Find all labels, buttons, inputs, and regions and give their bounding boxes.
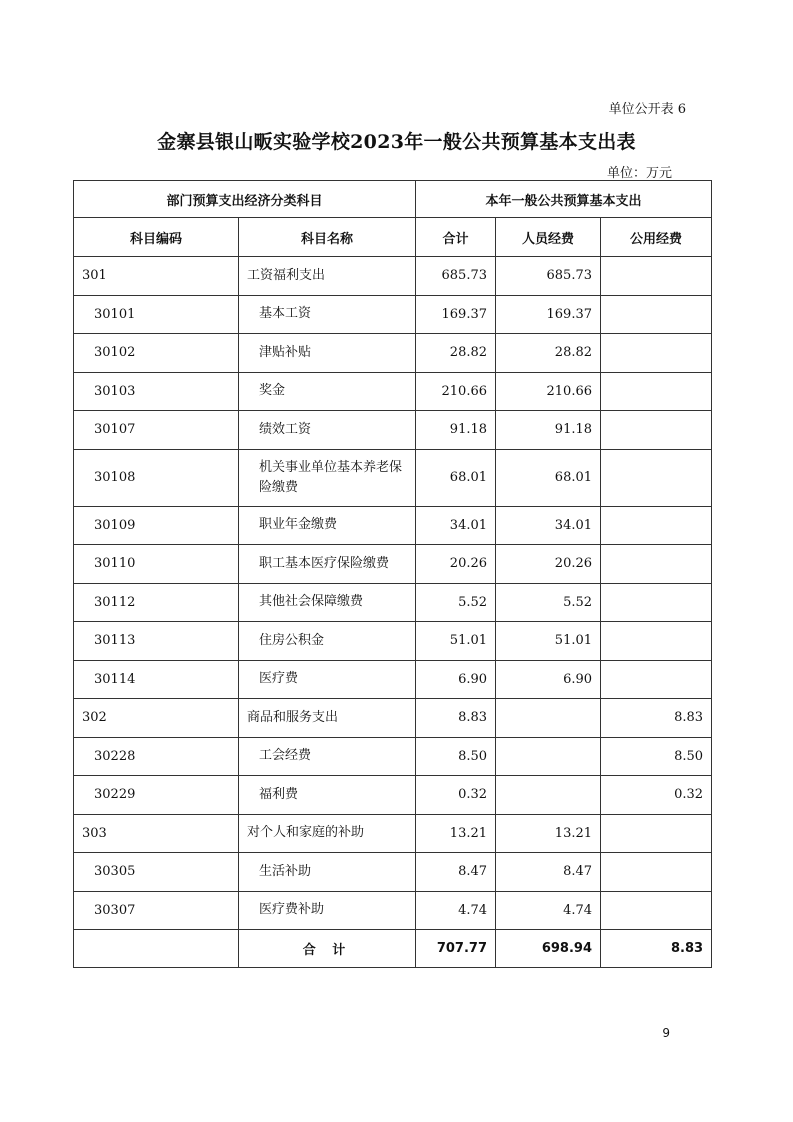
- col-header-total: 合计: [416, 218, 496, 257]
- row-total: 8.50: [416, 737, 496, 776]
- row-name: 基本工资: [239, 295, 416, 334]
- row-code: 301: [74, 257, 239, 296]
- row-name: 工会经费: [239, 737, 416, 776]
- table-row: [74, 891, 712, 930]
- row-public: 8.50: [601, 737, 712, 776]
- row-total: 13.21: [416, 814, 496, 853]
- row-total: 169.37: [416, 295, 496, 334]
- row-personnel: 6.90: [496, 660, 601, 699]
- row-personnel: 169.37: [496, 295, 601, 334]
- total-label: 合 计: [239, 930, 416, 968]
- row-total: 5.52: [416, 583, 496, 622]
- row-public: [601, 372, 712, 411]
- row-code: 30110: [74, 545, 239, 584]
- table-row: [74, 449, 712, 506]
- total-row: [74, 930, 712, 968]
- table-row: [74, 372, 712, 411]
- row-code: 30103: [74, 372, 239, 411]
- table-row: [74, 622, 712, 661]
- row-personnel: 68.01: [496, 449, 601, 506]
- total-sum: 707.77: [416, 930, 496, 968]
- row-total: 4.74: [416, 891, 496, 930]
- row-code: 30101: [74, 295, 239, 334]
- row-total: 51.01: [416, 622, 496, 661]
- table-row: [74, 545, 712, 584]
- row-public: [601, 411, 712, 450]
- table-row: [74, 776, 712, 815]
- row-name: 工资福利支出: [239, 257, 416, 296]
- row-total: 6.90: [416, 660, 496, 699]
- row-personnel: 91.18: [496, 411, 601, 450]
- row-personnel: 210.66: [496, 372, 601, 411]
- unit-label: 单位：万元: [606, 166, 672, 181]
- row-personnel: 28.82: [496, 334, 601, 373]
- row-code: 30114: [74, 660, 239, 699]
- row-code: 30112: [74, 583, 239, 622]
- col-header-code: 科目编码: [74, 218, 239, 257]
- row-public: [601, 660, 712, 699]
- table-row: [74, 411, 712, 450]
- row-total: 20.26: [416, 545, 496, 584]
- table-row: [74, 334, 712, 373]
- row-code: 303: [74, 814, 239, 853]
- table-row: [74, 814, 712, 853]
- row-personnel: 8.47: [496, 853, 601, 892]
- table-row: [74, 506, 712, 545]
- row-name: 住房公积金: [239, 622, 416, 661]
- row-public: [601, 622, 712, 661]
- total-public: 8.83: [601, 930, 712, 968]
- row-code: 30108: [74, 449, 239, 506]
- row-code: 302: [74, 699, 239, 738]
- row-personnel: 20.26: [496, 545, 601, 584]
- row-name: 生活补助: [239, 853, 416, 892]
- row-name: 职业年金缴费: [239, 506, 416, 545]
- group-header-expenditure: 本年一般公共预算基本支出: [416, 181, 712, 218]
- page-number: 9: [662, 1026, 670, 1040]
- table-row: [74, 257, 712, 296]
- col-header-public: 公用经费: [601, 218, 712, 257]
- row-public: [601, 583, 712, 622]
- row-public: [601, 545, 712, 584]
- total-personnel: 698.94: [496, 930, 601, 968]
- row-total: 28.82: [416, 334, 496, 373]
- row-personnel: 51.01: [496, 622, 601, 661]
- row-code: 30228: [74, 737, 239, 776]
- row-code: 30109: [74, 506, 239, 545]
- row-name: 绩效工资: [239, 411, 416, 450]
- group-header-classification: 部门预算支出经济分类科目: [74, 181, 416, 218]
- row-name: 奖金: [239, 372, 416, 411]
- row-code: 30229: [74, 776, 239, 815]
- table-row: [74, 699, 712, 738]
- row-name: 医疗费补助: [239, 891, 416, 930]
- row-total: 34.01: [416, 506, 496, 545]
- col-header-personnel: 人员经费: [496, 218, 601, 257]
- row-personnel: [496, 737, 601, 776]
- row-name: 机关事业单位基本养老保险缴费: [239, 449, 416, 506]
- row-code: 30102: [74, 334, 239, 373]
- row-public: [601, 814, 712, 853]
- row-name: 其他社会保障缴费: [239, 583, 416, 622]
- budget-table: [73, 180, 712, 968]
- row-public: [601, 891, 712, 930]
- row-total: 210.66: [416, 372, 496, 411]
- row-personnel: 34.01: [496, 506, 601, 545]
- row-public: [601, 449, 712, 506]
- row-name: 对个人和家庭的补助: [239, 814, 416, 853]
- row-public: [601, 853, 712, 892]
- row-name: 津贴补贴: [239, 334, 416, 373]
- table-row: [74, 853, 712, 892]
- row-code: 30113: [74, 622, 239, 661]
- row-public: 0.32: [601, 776, 712, 815]
- row-public: [601, 257, 712, 296]
- row-name: 职工基本医疗保险缴费: [239, 545, 416, 584]
- row-name: 福利费: [239, 776, 416, 815]
- row-personnel: [496, 776, 601, 815]
- row-personnel: 685.73: [496, 257, 601, 296]
- row-total: 0.32: [416, 776, 496, 815]
- row-code: 30305: [74, 853, 239, 892]
- row-total: 91.18: [416, 411, 496, 450]
- row-personnel: 5.52: [496, 583, 601, 622]
- row-total: 8.83: [416, 699, 496, 738]
- table-row: [74, 737, 712, 776]
- total-code-cell: [74, 930, 239, 968]
- row-public: [601, 334, 712, 373]
- row-public: 8.83: [601, 699, 712, 738]
- table-row: [74, 660, 712, 699]
- page-title: 金寨县银山畈实验学校2023年一般公共预算基本支出表: [157, 131, 636, 153]
- row-total: 8.47: [416, 853, 496, 892]
- table-row: [74, 583, 712, 622]
- row-personnel: 4.74: [496, 891, 601, 930]
- row-total: 68.01: [416, 449, 496, 506]
- table-number-label: 单位公开表 6: [608, 102, 686, 117]
- row-personnel: 13.21: [496, 814, 601, 853]
- col-header-name: 科目名称: [239, 218, 416, 257]
- row-code: 30307: [74, 891, 239, 930]
- row-total: 685.73: [416, 257, 496, 296]
- row-name: 医疗费: [239, 660, 416, 699]
- row-public: [601, 295, 712, 334]
- row-public: [601, 506, 712, 545]
- row-name: 商品和服务支出: [239, 699, 416, 738]
- row-personnel: [496, 699, 601, 738]
- table-row: [74, 295, 712, 334]
- row-code: 30107: [74, 411, 239, 450]
